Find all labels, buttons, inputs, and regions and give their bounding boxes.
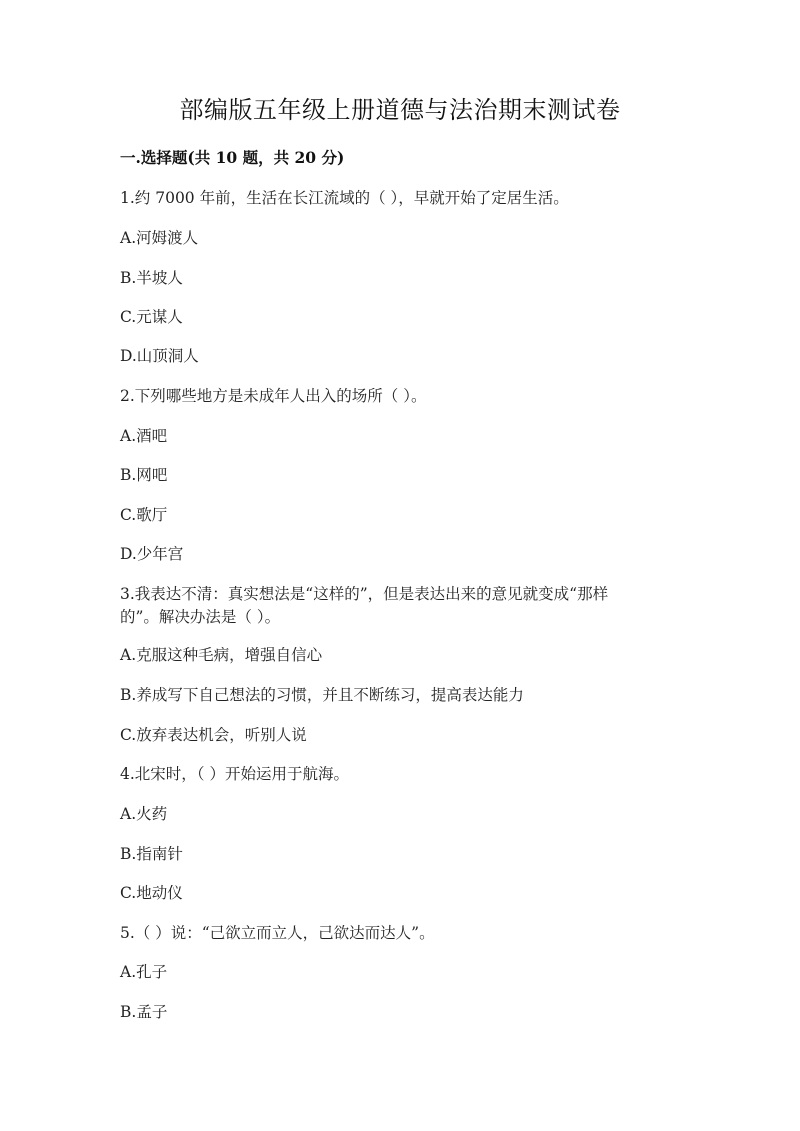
section-heading: 一.选择题(共 10 题，共 20 分): [120, 148, 345, 167]
question-2-option-c: C.歌厅: [120, 506, 168, 524]
question-5-option-b: B.孟子: [120, 1003, 168, 1021]
question-5-option-a: A.孔子: [120, 963, 168, 981]
question-3-stem-line-1: 3.我表达不清：真实想法是“这样的”，但是表达出来的意见就变成“那样: [120, 585, 609, 603]
question-3-option-c: C.放弃表达机会，听别人说: [120, 726, 307, 744]
question-2-stem: 2.下列哪些地方是未成年人出入的场所（ ）。: [120, 387, 427, 405]
question-1-option-d: D.山顶洞人: [120, 347, 199, 365]
question-4-option-b: B.指南针: [120, 845, 183, 863]
question-4-stem: 4.北宋时，（ ）开始运用于航海。: [120, 765, 349, 783]
question-2-option-b: B.网吧: [120, 466, 168, 484]
question-4-option-a: A.火药: [120, 805, 168, 823]
question-3-option-a: A.克服这种毛病，增强自信心: [120, 646, 323, 664]
question-1-option-a: A.河姆渡人: [120, 229, 199, 247]
question-2-option-a: A.酒吧: [120, 427, 168, 445]
document-title: 部编版五年级上册道德与法治期末测试卷: [179, 96, 621, 124]
question-3-stem-line-2: 的”。解决办法是（ ）。: [120, 608, 281, 626]
question-1-stem: 1.约 7000 年前，生活在长江流域的（ ），早就开始了定居生活。: [120, 189, 569, 207]
question-1-option-c: C.元谋人: [120, 308, 183, 326]
question-2-option-d: D.少年宫: [120, 545, 184, 563]
question-1-option-b: B.半坡人: [120, 269, 183, 287]
question-4-option-c: C.地动仪: [120, 884, 183, 902]
question-3-option-b: B.养成写下自己想法的习惯，并且不断练习，提高表达能力: [120, 686, 524, 704]
question-5-stem: 5.（ ）说：“己欲立而立人，己欲达而达人”。: [120, 924, 435, 942]
